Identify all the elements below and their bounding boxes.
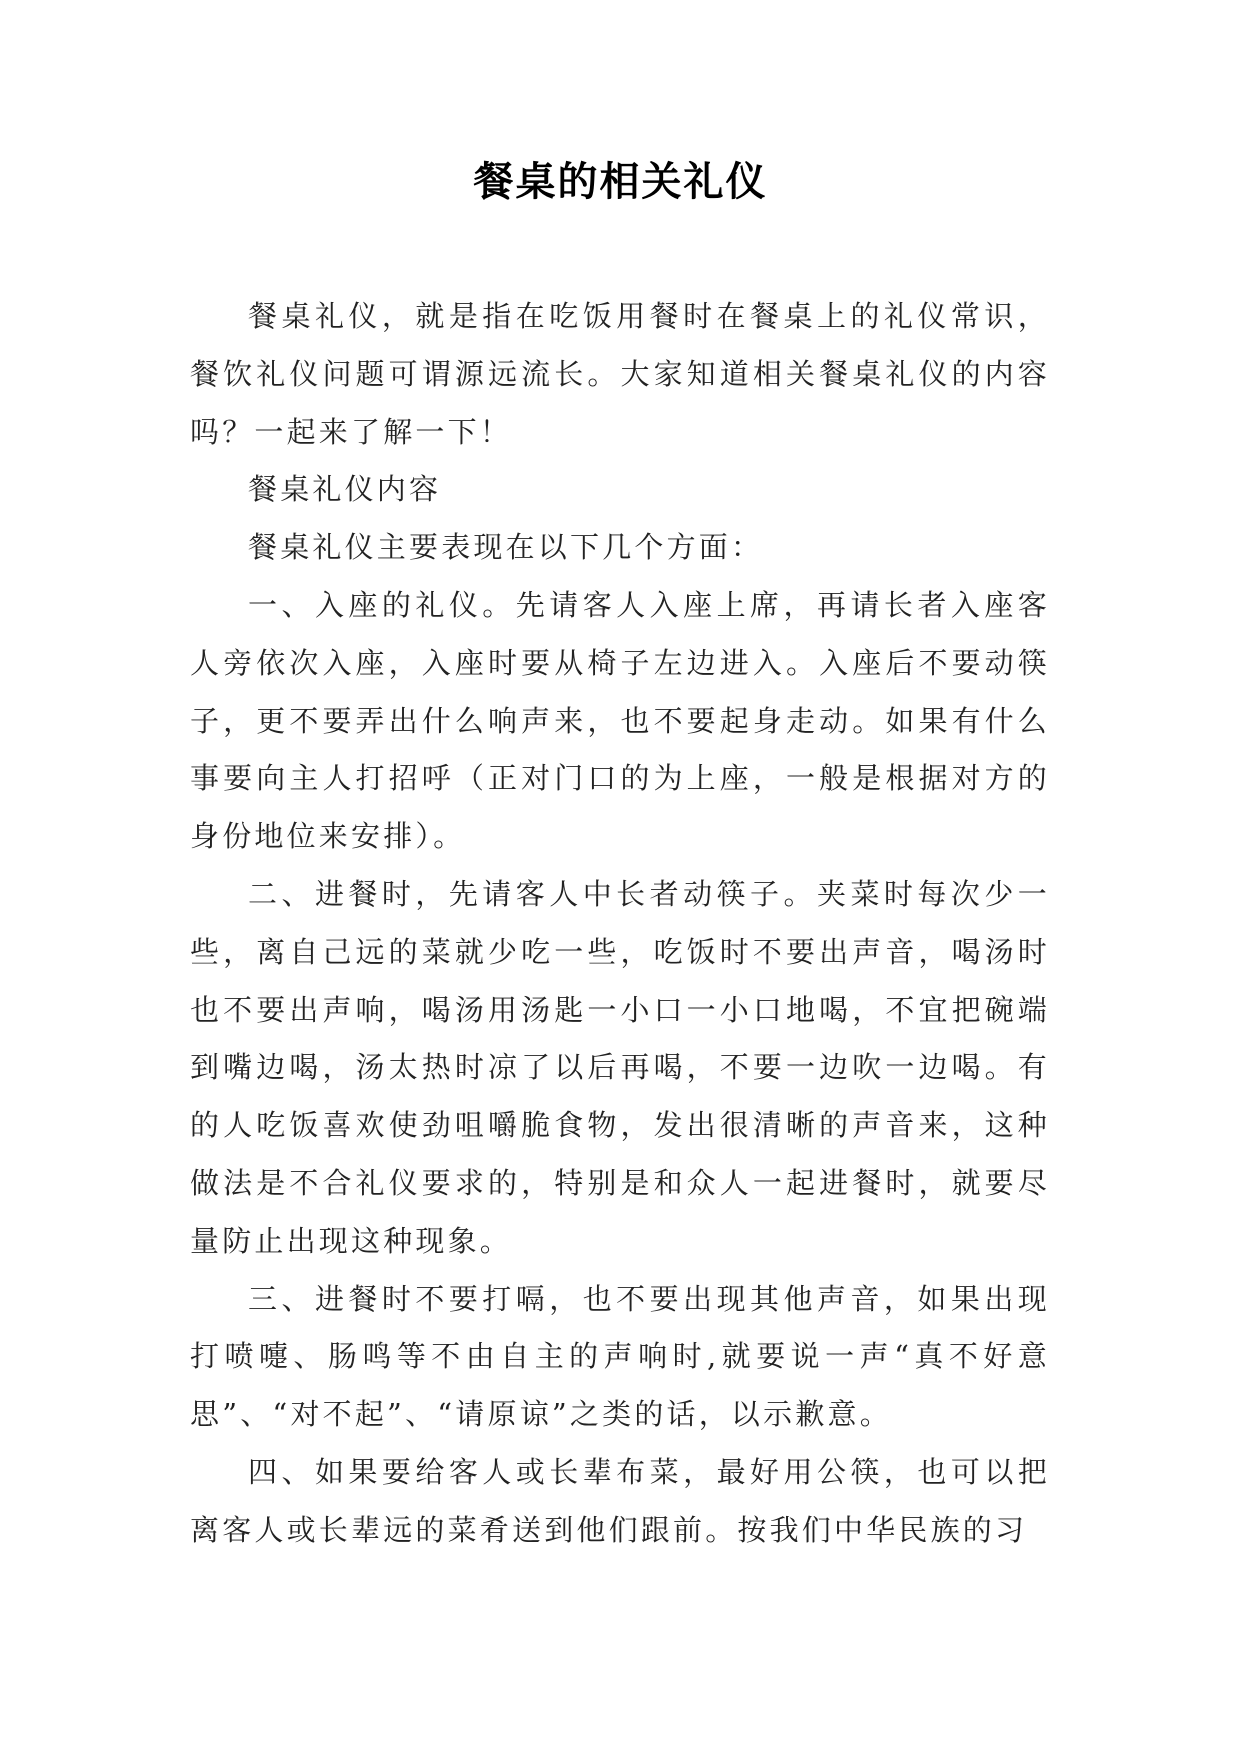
paragraph-intro: 餐桌礼仪，就是指在吃饭用餐时在餐桌上的礼仪常识，餐饮礼仪问题可谓源远流长。大家知道相关餐桌礼仪的内容吗？一起来了解一下！ bbox=[190, 299, 1050, 449]
paragraph-section-heading: 餐桌礼仪内容 bbox=[248, 472, 442, 507]
paragraph-point-4: 四、如果要给客人或长辈布菜，最好用公筷，也可以把离客人或长辈远的菜肴送到他们跟前。按我们中华民族的习 bbox=[190, 1454, 1050, 1547]
paragraph-point-1: 一、入座的礼仪。先请客人入座上席，再请长者入座客人旁依次入座，入座时要从椅子左边进入。入座后不要动筷子，更不要弄出什么响声来，也不要起身走动。如果有什么事要向主人打招呼（正对门口的为上座，一般是根据对方的身份地位来安排）。 bbox=[190, 587, 1050, 854]
paragraph-point-3: 三、进餐时不要打嗝，也不要出现其他声音，如果出现打喷嚏、肠鸣等不由自主的声响时,就要说一声“真不好意思”、“对不起”、“请原谅”之类的话，以示歉意。 bbox=[190, 1281, 1050, 1432]
document-body bbox=[190, 288, 1050, 1560]
paragraph-point-2: 二、进餐时，先请客人中长者动筷子。夹菜时每次少一些，离自己远的菜就少吃一些，吃饭时不要出声音，喝汤时也不要出声响，喝汤用汤匙一小口一小口地喝，不宜把碗端到嘴边喝，汤太热时凉了以后再喝，不要一边吹一边喝。有的人吃饭喜欢使劲咀嚼脆食物，发出很清晰的声音来，这种做法是不合礼仪要求的，特别是和众人一起进餐时，就要尽量防止出现这种现象。 bbox=[190, 876, 1050, 1258]
document-title: 餐桌的相关礼仪 bbox=[473, 159, 768, 205]
paragraph-overview: 餐桌礼仪主要表现在以下几个方面： bbox=[248, 530, 764, 565]
